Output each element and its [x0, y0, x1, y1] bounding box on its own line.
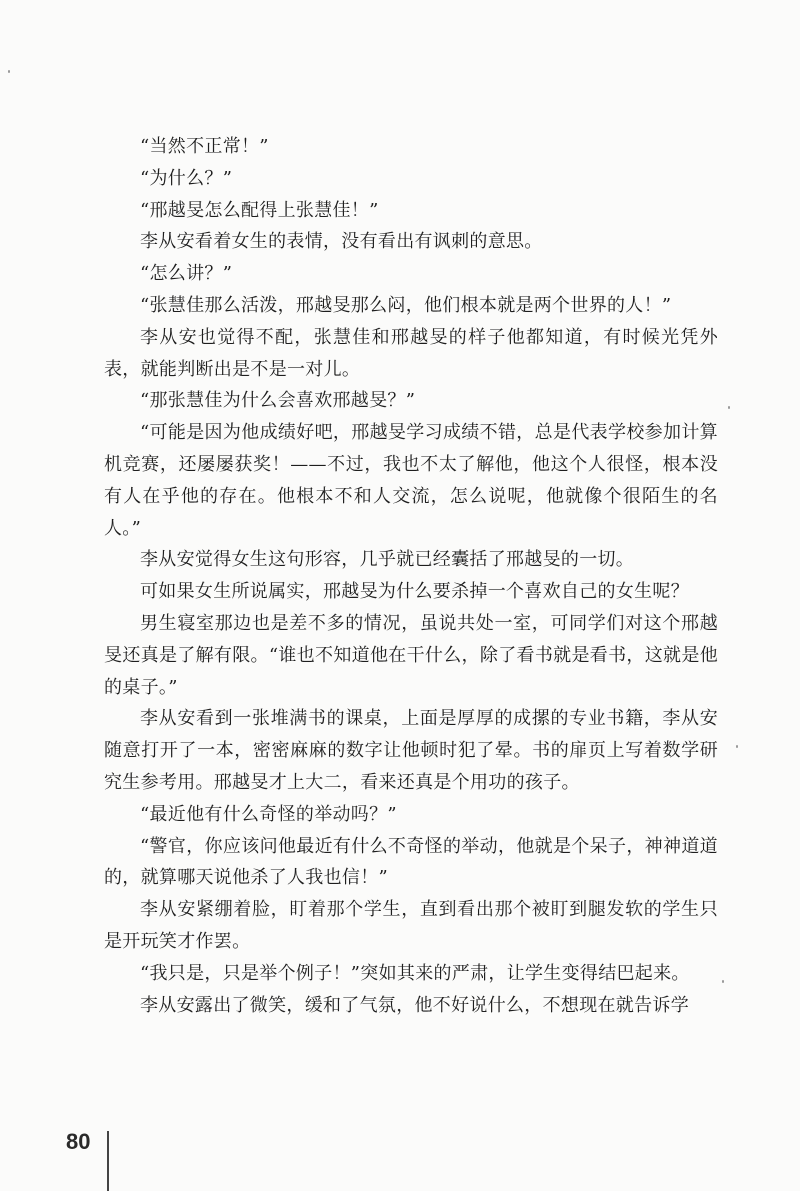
margin-rule	[107, 1131, 109, 1191]
paragraph: “警官，你应该问他最近有什么不奇怪的举动，他就是个呆子，神神道道的，就算哪天说他杀了人我也信！”	[104, 835, 718, 889]
paragraph: 可如果女生所说属实，邢越旻为什么要杀掉一个喜欢自己的女生呢？	[140, 581, 689, 603]
paragraph: “怎么讲？”	[140, 263, 233, 285]
paragraph: 李从安紧绷着脸，盯着那个学生，直到看出那个被盯到腿发软的学生只是开玩笑才作罢。	[104, 899, 718, 952]
paragraph: 李从安露出了微笑，缓和了气氛，他不好说什么，不想现在就告诉学	[140, 994, 689, 1016]
paragraph: “邢越旻怎么配得上张慧佳！”	[140, 199, 379, 221]
paragraph: “当然不正常！”	[140, 136, 269, 157]
paragraph: 男生寝室那边也是差不多的情况，虽说共处一室，可同学们对这个邢越旻还真是了解有限。“谁也不知道他在干什么，除了看书就是看书，这就是他的桌子。”	[104, 612, 718, 698]
paragraph: “我只是，只是举个例子！”突如其来的严肃，让学生变得结巴起来。	[140, 962, 690, 984]
paragraph: 李从安觉得女生这句形容，几乎就已经囊括了邢越旻的一切。	[140, 549, 635, 571]
paragraph: “张慧佳那么活泼，邢越旻那么闷，他们根本就是两个世界的人！”	[140, 294, 672, 316]
paragraph: 李从安看着女生的表情，没有看出有讽刺的意思。	[140, 231, 543, 253]
paragraph: “为什么？”	[140, 167, 233, 189]
page-number: 80	[66, 1129, 91, 1154]
paragraph: 李从安也觉得不配，张慧佳和邢越旻的样子他都知道，有时候光凭外表，就能判断出是不是一对儿。	[104, 326, 718, 380]
paragraph: “那张慧佳为什么会喜欢邢越旻？”	[140, 390, 416, 412]
paragraph: “最近他有什么奇怪的举动吗？”	[140, 803, 397, 825]
scan-speck	[736, 745, 738, 748]
scan-speck	[722, 980, 724, 983]
body-text	[104, 131, 718, 1021]
paragraph: “可能是因为他成绩好吧，邢越旻学习成绩不错，总是代表学校参加计算机竞赛，还屡屡获奖！——不过，我也不太了解他，他这个人很怪，根本没有人在乎他的存在。他根本不和人交流，怎么说呢，他就像个很陌生的名人。”	[104, 422, 718, 539]
paragraph: 李从安看到一张堆满书的课桌，上面是厚厚的成摞的专业书籍，李从安随意打开了一本，密密麻麻的数字让他顿时犯了晕。书的扉页上写着数学研究生参考用。邢越旻才上大二，看来还真是个用功的孩子。	[104, 708, 718, 793]
scan-speck	[728, 406, 730, 409]
scan-speck	[8, 70, 10, 73]
